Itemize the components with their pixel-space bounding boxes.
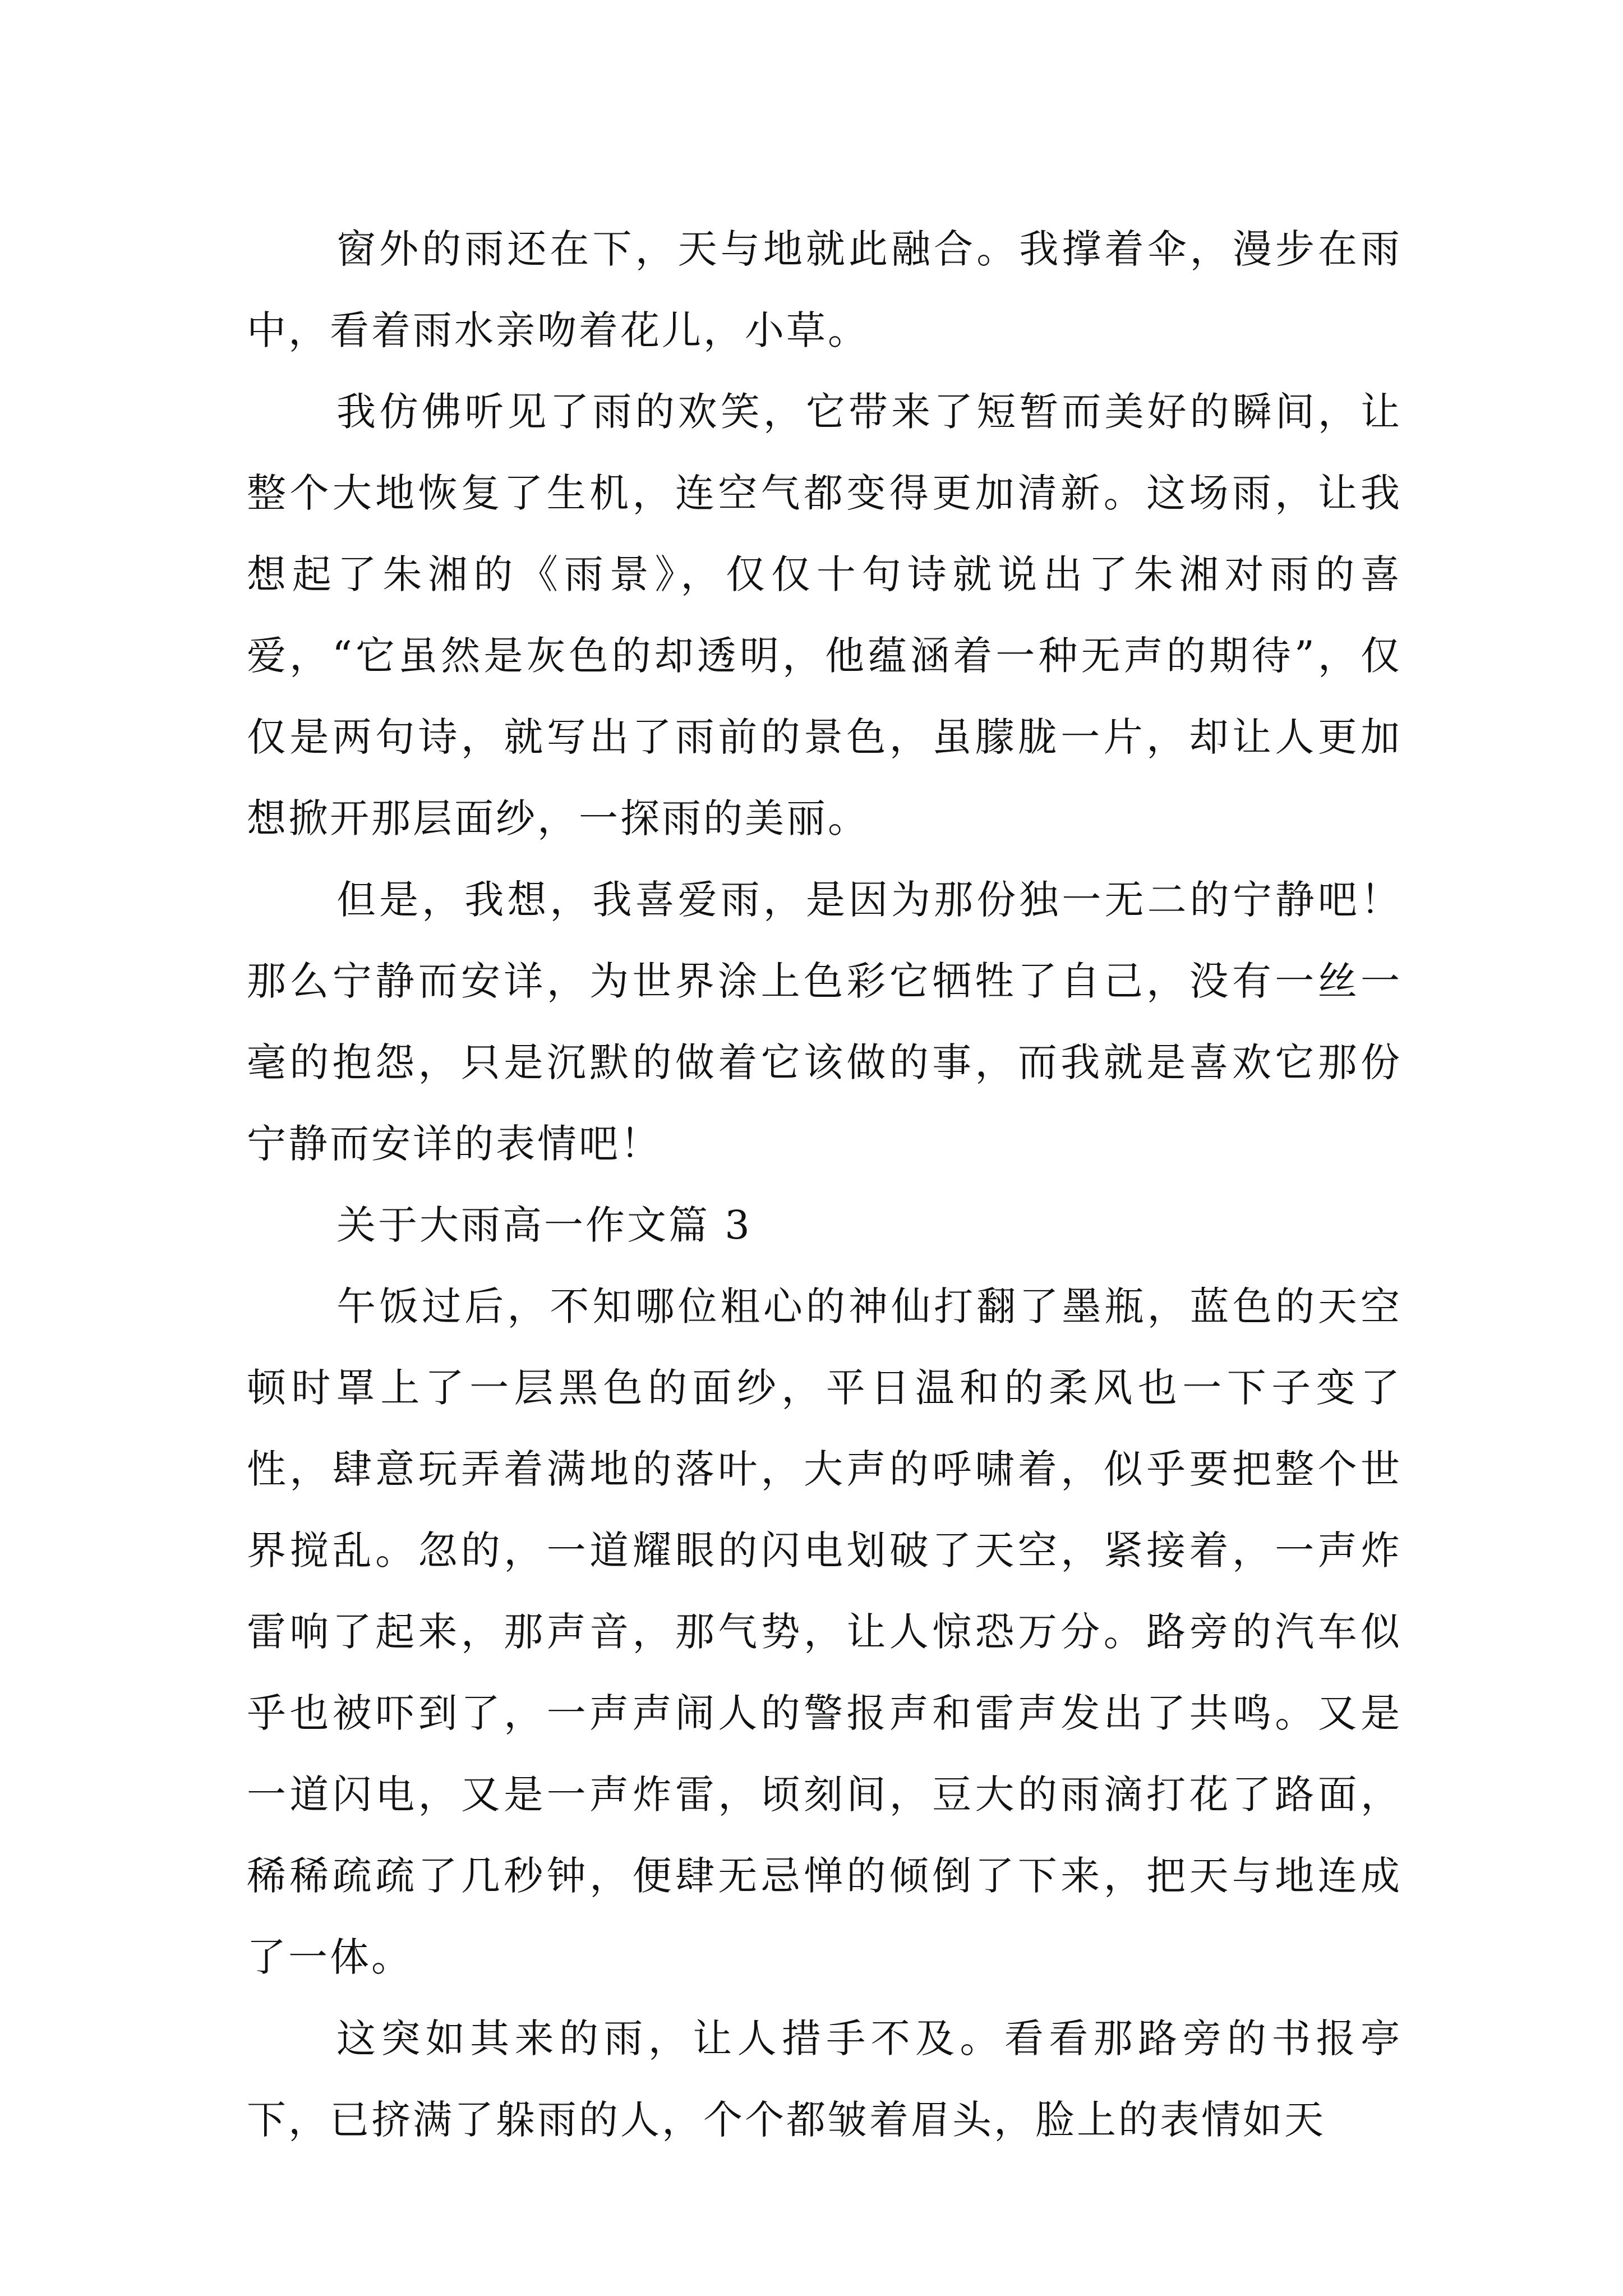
paragraph-rain-laughter: 我仿佛听见了雨的欢笑，它带来了短暂而美好的瞬间，让整个大地恢复了生机，连空气都变得更加清新。这场雨，让我想起了朱湘的《雨景》，仅仅十句诗就说出了朱湘对雨的喜爱，“它虽然是灰色的却透明，他蕴涵着一种无声的期待”，仅仅是两句诗，就写出了雨前的景色，虽朦胧一片，却让人更加想掀开那层面纱，一探雨的美丽。 bbox=[247, 389, 1402, 841]
paragraph-sudden-rain: 这突如其来的雨，让人措手不及。看看那路旁的书报亭下，已挤满了躲雨的人，个个都皱着眉头，脸上的表情如天 bbox=[247, 2016, 1402, 2143]
section-heading: 关于大雨高一作文篇 3 bbox=[336, 1202, 752, 1248]
paragraph-storm-arrival: 午饭过后，不知哪位粗心的神仙打翻了墨瓶，蓝色的天空顿时罩上了一层黑色的面纱，平日温和的柔风也一下子变了性，肆意玩弄着满地的落叶，大声的呼啸着，似乎要把整个世界搅乱。忽的，一道耀眼的闪电划破了天空，紧接着，一声炸雷响了起来，那声音，那气势，让人惊恐万分。路旁的汽车似乎也被吓到了，一声声闹人的警报声和雷声发出了共鸣。又是一道闪电，又是一声炸雷，顷刻间，豆大的雨滴打花了路面，稀稀疏疏了几秒钟，便肆无忌惮的倾倒了下来，把天与地连成了一体。 bbox=[247, 1283, 1402, 1980]
document-body bbox=[247, 209, 1402, 2161]
paragraph-rain-tranquility: 但是，我想，我喜爱雨，是因为那份独一无二的宁静吧！那么宁静而安详，为世界涂上色彩它牺牲了自己，没有一丝一毫的抱怨，只是沉默的做着它该做的事，而我就是喜欢它那份宁静而安详的表情吧！ bbox=[247, 877, 1402, 1167]
paragraph-rain-walk: 窗外的雨还在下，天与地就此融合。我撑着伞，漫步在雨中，看着雨水亲吻着花儿，小草。 bbox=[247, 226, 1402, 353]
